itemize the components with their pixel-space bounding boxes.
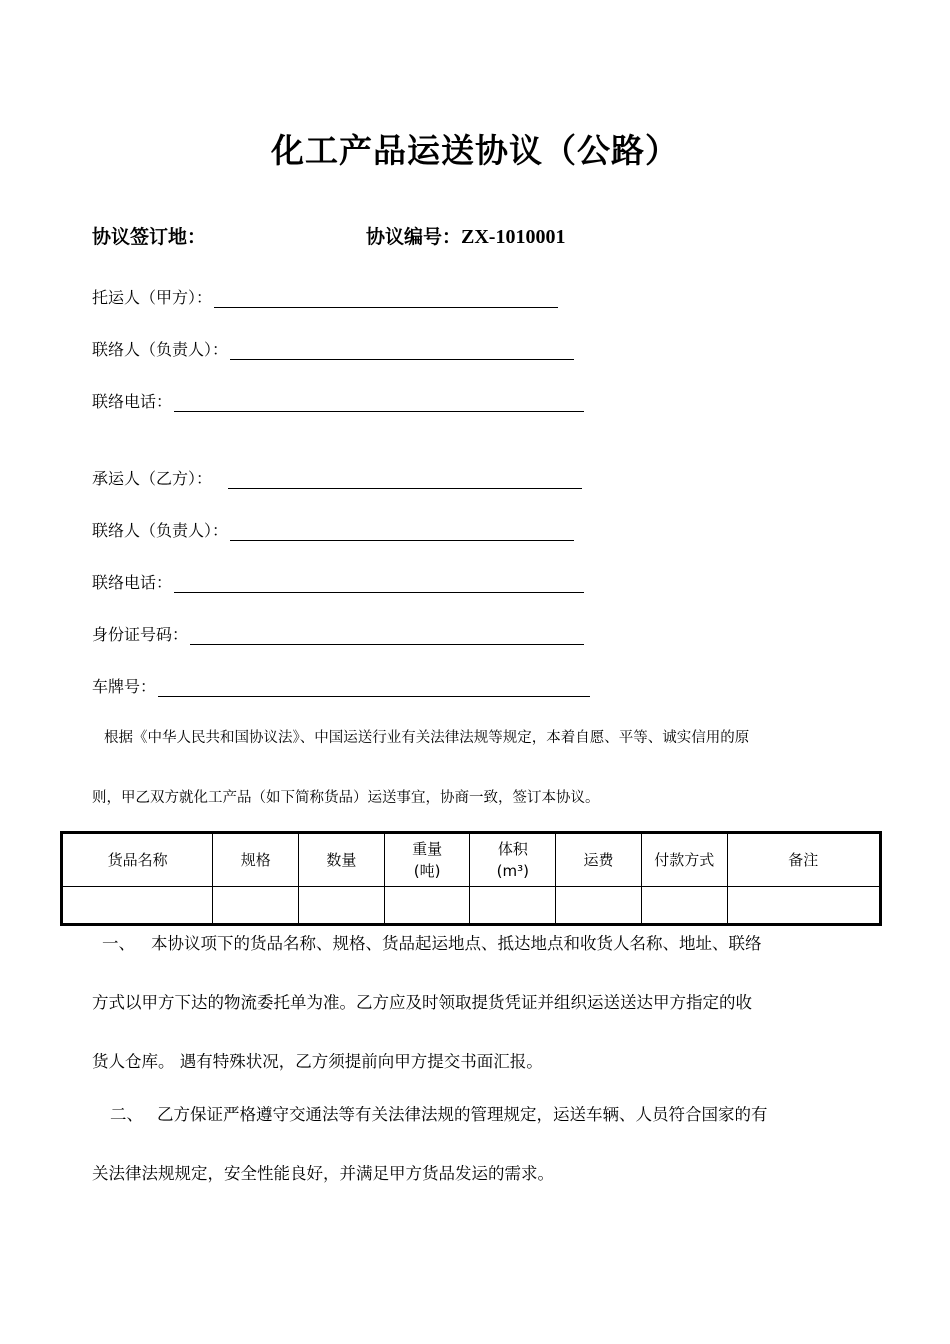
table-row — [62, 887, 881, 925]
header-volume: 体积 (m³) — [470, 833, 556, 887]
cell-freight[interactable] — [556, 887, 642, 925]
shipper-phone-input-line[interactable] — [174, 393, 584, 412]
carrier-id-label: 身份证号码： — [92, 625, 189, 644]
cell-payment[interactable] — [641, 887, 727, 925]
carrier-plate-label: 车牌号： — [92, 677, 157, 696]
agreement-number — [366, 222, 565, 249]
shipper-phone-field — [92, 389, 584, 412]
clause-2-text-1: 乙方保证严格遵守交通法等有关法律法规的管理规定，运送车辆、人员符合国家的有 — [157, 1105, 768, 1124]
carrier-input-line[interactable] — [228, 470, 582, 489]
clause-1-line-1 — [92, 930, 872, 954]
agreement-number-value: ZX-1010001 — [461, 226, 566, 248]
clause-2-line-1 — [92, 1101, 872, 1125]
cell-spec[interactable] — [213, 887, 299, 925]
cell-goods-name[interactable] — [62, 887, 213, 925]
clause-1-line-2: 方式以甲方下达的物流委托单为准。乙方应及时领取提货凭证并组织运送送达甲方指定的收 — [92, 993, 752, 1012]
header-payment: 付款方式 — [641, 833, 727, 887]
shipper-contact-label: 联络人（负责人）： — [92, 340, 229, 359]
cell-weight[interactable] — [384, 887, 470, 925]
intro-line-2: 则，甲乙双方就化工产品（如下简称货品）运送事宜，协商一致，签订本协议。 — [92, 790, 600, 806]
carrier-label: 承运人（乙方）： — [92, 469, 213, 488]
carrier-contact-input-line[interactable] — [230, 522, 574, 541]
agreement-number-label: 协议编号： — [366, 226, 462, 248]
header-goods-name: 货品名称 — [62, 833, 213, 887]
header-freight: 运费 — [556, 833, 642, 887]
shipper-label: 托运人（甲方）： — [92, 288, 213, 307]
header-weight: 重量 (吨) — [384, 833, 470, 887]
goods-table — [60, 831, 882, 926]
carrier-contact-field — [92, 518, 574, 541]
clause-2-number: 二、 — [110, 1105, 143, 1124]
shipper-field — [92, 285, 558, 308]
carrier-phone-label: 联络电话： — [92, 573, 173, 592]
shipper-contact-field — [92, 337, 574, 360]
cell-volume[interactable] — [470, 887, 556, 925]
document-title: 化工产品运送协议（公路） — [271, 131, 679, 170]
clause-2-line-2: 关法律法规规定，安全性能良好，并满足甲方货品发运的需求。 — [92, 1164, 554, 1183]
header-remarks: 备注 — [727, 833, 880, 887]
clause-1-line-3: 货人仓库。 遇有特殊状况，乙方须提前向甲方提交书面汇报。 — [92, 1052, 543, 1071]
cell-quantity[interactable] — [299, 887, 385, 925]
carrier-phone-field — [92, 570, 584, 593]
shipper-contact-input-line[interactable] — [230, 341, 574, 360]
shipper-phone-label: 联络电话： — [92, 392, 173, 411]
header-quantity: 数量 — [299, 833, 385, 887]
header-spec: 规格 — [213, 833, 299, 887]
shipper-input-line[interactable] — [214, 289, 558, 308]
carrier-plate-field — [92, 674, 590, 697]
clause-1-text-1: 本协议项下的货品名称、规格、货品起运地点、抵达地点和收货人名称、地址、联络 — [151, 934, 762, 953]
carrier-phone-input-line[interactable] — [174, 574, 584, 593]
signing-place-label: 协议签订地： — [92, 226, 207, 248]
clause-1-number: 一、 — [102, 934, 135, 953]
intro-line-1: 根据《中华人民共和国协议法》、中国运送行业有关法律法规等规定，本着自愿、平等、诚实信用的原 — [104, 730, 750, 746]
carrier-contact-label: 联络人（负责人）： — [92, 521, 229, 540]
carrier-field — [92, 466, 582, 489]
cell-remarks[interactable] — [727, 887, 880, 925]
carrier-id-field — [92, 622, 584, 645]
carrier-plate-input-line[interactable] — [158, 678, 590, 697]
table-header-row — [62, 833, 881, 887]
carrier-id-input-line[interactable] — [190, 626, 584, 645]
